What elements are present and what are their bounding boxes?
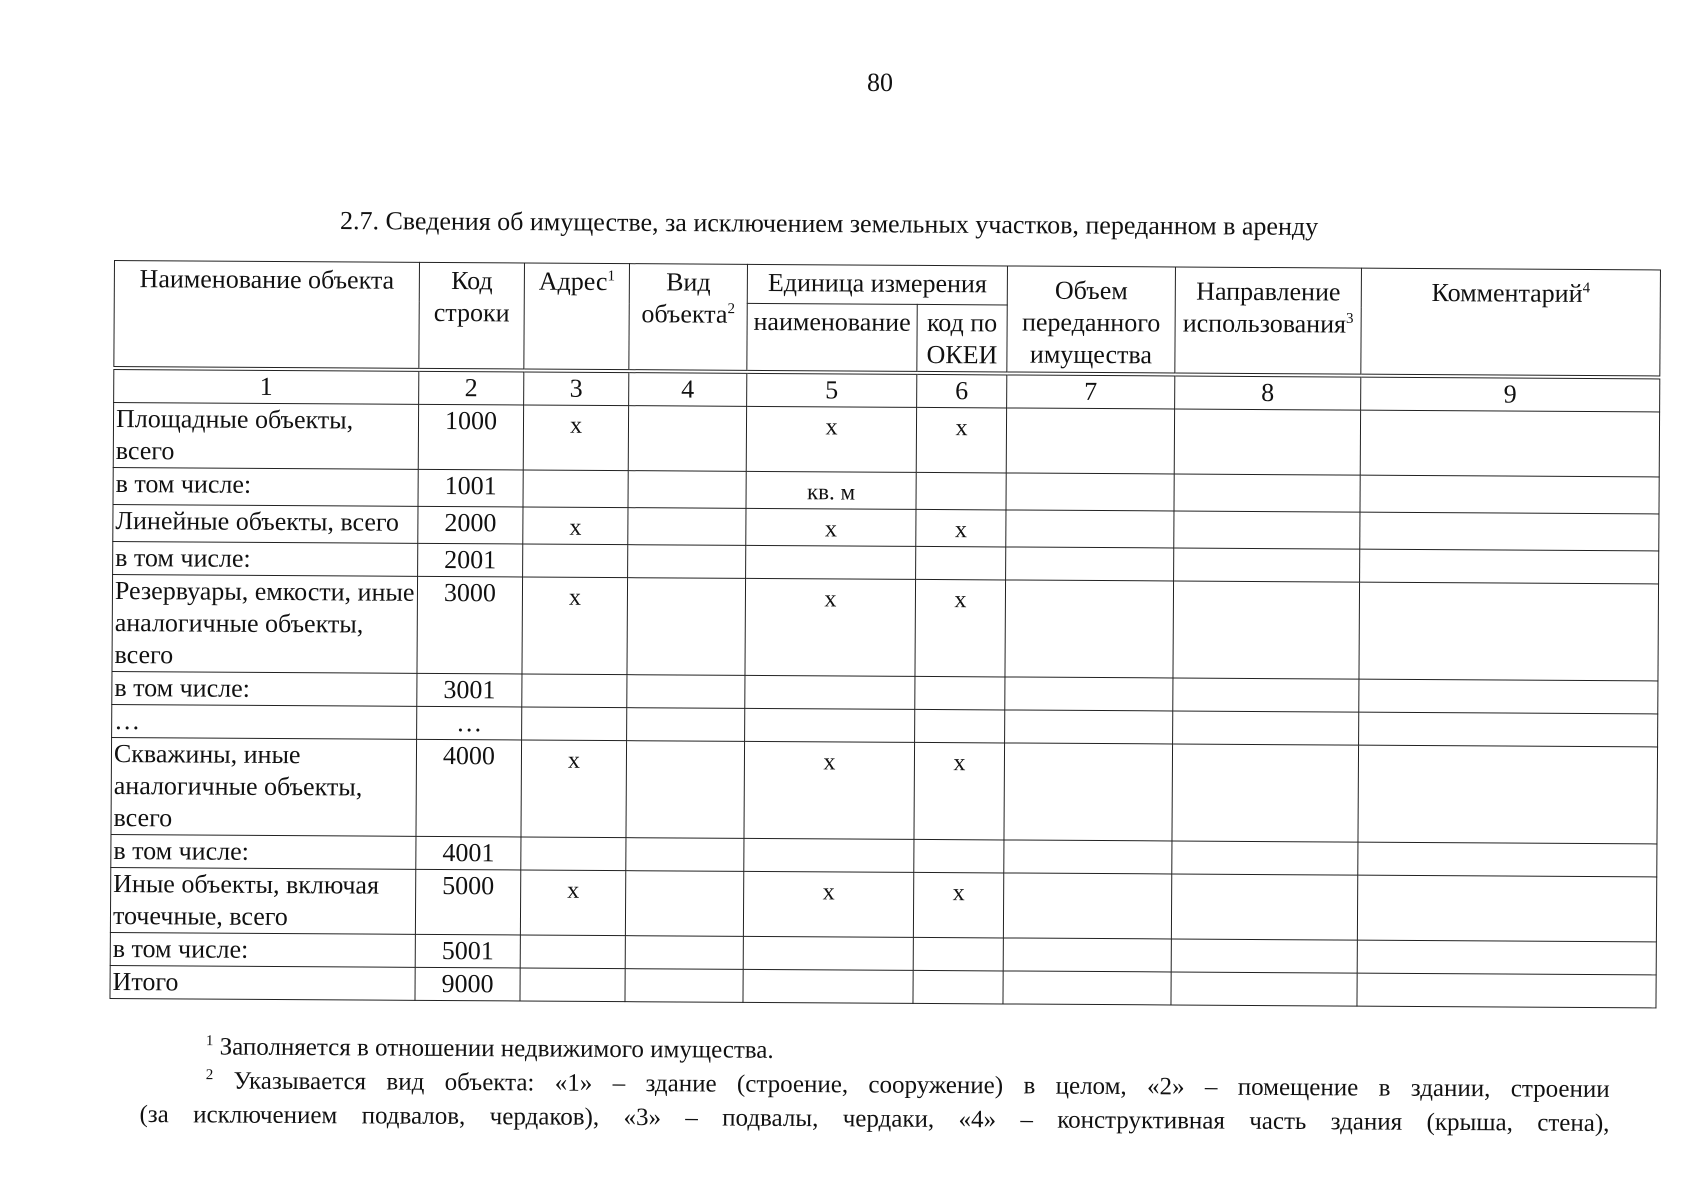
column-number: 1 [114,368,419,404]
property-table [109,260,1661,1008]
row-kind-cell [628,406,746,472]
row-comment-cell [1358,745,1658,844]
row-direction-cell [1174,409,1360,475]
row-unit-okei-cell [916,546,1006,580]
row-address-cell [522,707,627,741]
row-code-cell: 4001 [416,836,521,870]
row-unit-name-cell: x [743,871,913,937]
row-unit-okei-cell: x [916,407,1006,473]
column-number: 6 [917,373,1007,408]
row-comment-cell [1359,582,1659,681]
row-name-cell: в том числе: [111,834,416,869]
row-address-cell [520,968,625,1002]
row-unit-name-cell [743,936,913,970]
table-body [110,368,1660,1008]
row-direction-cell [1172,841,1358,875]
header-volume: Объем переданного имущества [1007,266,1176,375]
row-comment-cell [1357,940,1656,975]
row-comment-cell [1359,679,1658,714]
row-direction-cell [1171,939,1357,973]
header-address [524,263,630,371]
row-kind-cell [628,508,746,546]
row-name-cell: Резервуары, емкости, иные аналогичные объекты, всего [112,574,418,673]
row-code-cell: 1000 [418,404,523,470]
row-direction-cell [1173,711,1359,745]
row-name-cell: … [112,704,417,739]
row-comment-cell [1358,842,1657,877]
row-volume-cell [1004,743,1173,841]
row-address-cell: x [521,740,627,838]
row-unit-okei-cell: x [913,872,1003,938]
row-volume-cell [1003,938,1171,972]
row-direction-cell [1174,474,1360,512]
column-number: 4 [629,371,747,406]
header-name: Наименование объекта [114,261,420,370]
footnote-1-text: Заполняется в отношении недвижимого имущества. [219,1033,774,1064]
table-row [110,867,1656,941]
header-direction [1175,267,1362,376]
row-unit-name-cell [743,969,913,1003]
header-kind-label: Вид объекта [641,267,728,329]
column-number: 2 [419,370,524,405]
row-unit-okei-cell: x [915,579,1006,677]
row-code-cell: 9000 [415,967,520,1001]
row-comment-cell [1357,973,1656,1008]
row-direction-cell [1173,581,1360,679]
row-code-cell: 4000 [416,739,522,837]
header-comment-footnote: 4 [1582,280,1591,297]
row-code-cell: 3001 [417,673,522,707]
row-direction-cell [1174,511,1360,549]
row-name-cell: в том числе: [113,467,418,506]
row-comment-cell [1360,475,1659,514]
row-unit-name-cell [746,545,916,579]
row-unit-okei-cell [916,472,1006,510]
header-unit-name: наименование [747,303,917,373]
row-address-cell: x [523,405,628,471]
row-address-cell: x [523,507,628,545]
row-direction-cell [1172,744,1359,842]
footnote-2-mark: 2 [205,1067,214,1084]
row-unit-okei-cell [913,970,1003,1004]
header-unit-okei: код по ОКЕИ [917,304,1007,373]
row-code-cell: 5000 [415,869,520,935]
footnotes [139,1030,1610,1141]
row-name-cell: в том числе: [112,671,417,706]
row-code-cell: … [417,706,522,740]
row-name-cell: Скважины, иные аналогичные объекты, всего [111,737,417,836]
row-unit-okei-cell [915,676,1005,710]
table-row [111,737,1658,843]
column-number: 3 [524,371,629,406]
row-unit-name-cell [744,838,914,872]
row-direction-cell [1174,548,1360,582]
row-kind-cell [625,936,743,970]
row-unit-okei-cell: x [916,509,1006,547]
header-comment [1361,268,1661,377]
row-volume-cell [1004,840,1172,874]
header-comment-label: Комментарий [1431,278,1583,308]
row-address-cell [521,837,626,871]
row-code-cell: 2001 [418,543,523,577]
header-address-label: Адрес [538,266,608,297]
column-number: 5 [747,372,917,408]
row-name-cell: Линейные объекты, всего [113,504,418,543]
row-volume-cell [1005,710,1173,744]
header-direction-label: Направление использования [1182,276,1347,339]
footnote-2-continuation: (за исключением подвалов, чердаков), «3» – подвалы, чердаки, «4» – конструктивная часть здания (крыша, стена), [139,1100,1610,1137]
row-unit-okei-cell [913,937,1003,971]
row-name-cell: в том числе: [110,932,415,967]
header-unit-group: Единица измерения [747,264,1007,305]
row-kind-cell [627,708,745,742]
row-address-cell [523,544,628,578]
row-unit-okei-cell [915,709,1005,743]
property-table-container [109,260,1659,1008]
row-volume-cell [1005,580,1174,678]
row-kind-cell [628,471,746,509]
header-code: Код строки [419,262,525,370]
row-address-cell: x [520,870,625,936]
row-code-cell: 1001 [418,469,523,507]
row-unit-name-cell: x [744,741,915,839]
row-volume-cell [1006,510,1174,548]
row-volume-cell [1005,677,1173,711]
row-address-cell [520,935,625,969]
row-unit-okei-cell [914,839,1004,873]
header-address-footnote: 1 [607,268,616,285]
row-comment-cell [1359,712,1658,747]
header-direction-footnote: 3 [1346,310,1354,327]
row-direction-cell [1171,972,1357,1006]
row-unit-okei-cell: x [914,742,1005,840]
header-kind-footnote: 2 [727,301,736,318]
footnote-1-mark: 1 [205,1033,214,1050]
row-volume-cell [1006,408,1174,474]
row-code-cell: 2000 [418,506,523,544]
row-code-cell: 3000 [417,576,523,674]
row-volume-cell [1003,873,1171,939]
footnote-2-line-1: Указывается вид объекта: «1» – здание (строение, сооружение) в целом, «2» – помещение в здании, строении [233,1067,1610,1103]
column-number: 9 [1361,376,1660,412]
section-title: 2.7. Сведения об имуществе, за исключением земельных участков, переданном в аренду [339,206,1319,241]
table-row [113,403,1659,477]
column-number: 7 [1007,373,1175,409]
row-comment-cell [1360,512,1659,551]
row-comment-cell [1357,875,1656,942]
row-unit-name-cell: x [746,508,916,546]
row-kind-cell [627,675,745,709]
row-comment-cell [1360,549,1659,584]
row-name-cell: в том числе: [113,541,418,576]
row-volume-cell [1006,473,1174,511]
row-name-cell: Иные объекты, включая точечные, всего [110,867,415,934]
row-address-cell [523,470,628,508]
row-unit-name-cell [745,675,915,709]
column-number: 8 [1175,374,1361,410]
row-address-cell [522,674,627,708]
row-kind-cell [628,545,746,579]
page-number: 80 [867,68,893,97]
row-name-cell: Площадные объекты, всего [113,403,418,470]
row-kind-cell [627,578,746,676]
row-direction-cell [1171,874,1357,940]
table-row [112,574,1659,680]
row-kind-cell [626,741,745,839]
row-kind-cell [626,838,744,872]
header-kind [629,264,748,372]
row-comment-cell [1360,410,1659,477]
row-volume-cell [1003,971,1171,1005]
row-kind-cell [625,871,743,937]
row-unit-name-cell: кв. м [746,471,916,509]
row-address-cell: x [522,577,628,675]
row-code-cell: 5001 [415,934,520,968]
row-unit-name-cell: x [746,406,916,472]
row-kind-cell [625,969,743,1003]
row-name-cell: Итого [110,965,415,1000]
row-unit-name-cell: x [745,578,916,676]
row-unit-name-cell [745,708,915,742]
row-direction-cell [1173,678,1359,712]
row-volume-cell [1006,547,1174,581]
